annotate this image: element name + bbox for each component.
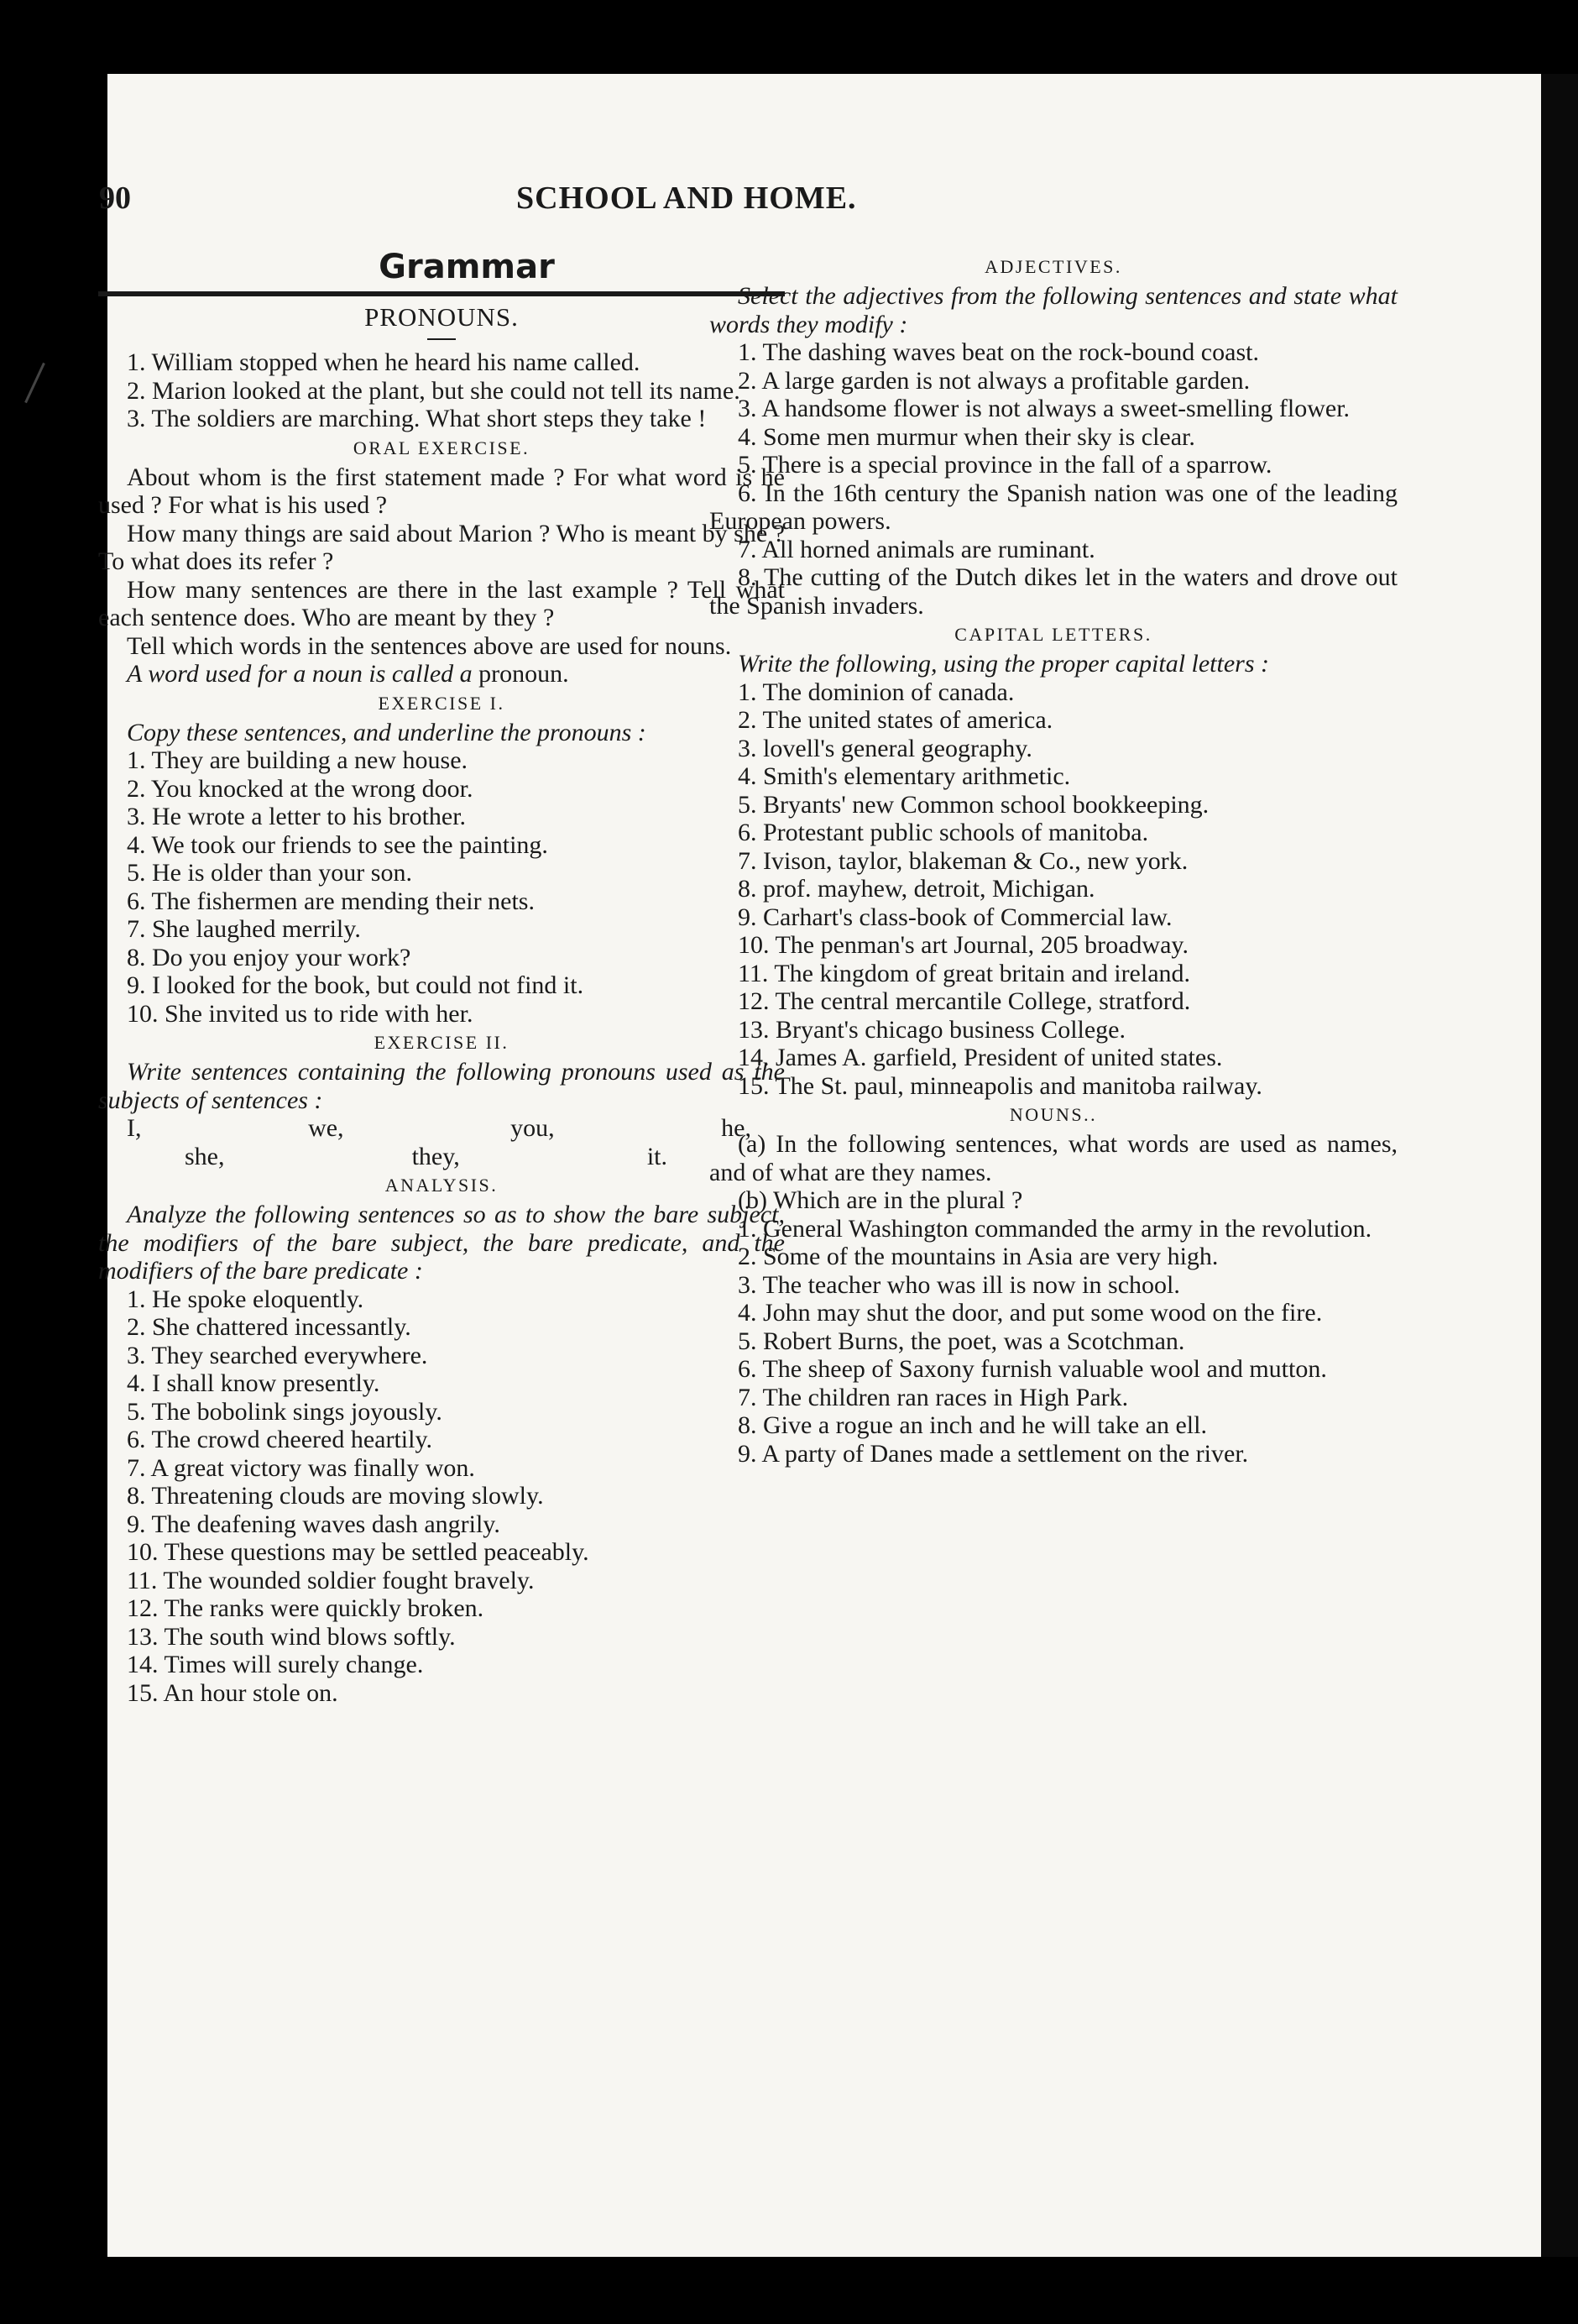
- noun-item: 5. Robert Burns, the poet, was a Scotchman.: [738, 1327, 1185, 1355]
- intro-3: 3. The soldiers are marching. What short steps they take !: [127, 405, 707, 432]
- ex1-item: 2. You knocked at the wrong door.: [127, 774, 473, 803]
- noun-item: 7. The children ran races in High Park.: [738, 1383, 1129, 1411]
- ex1-item: 9. I looked for the book, but could not find it.: [127, 971, 584, 999]
- analysis-instruction: Analyze the following sentences so as to show the bare subject, the modifiers of the bare subject, the bare predicate, and the modifiers of the bare predicate :: [98, 1201, 785, 1285]
- capital-item: 13. Bryant's chicago business College.: [738, 1015, 1126, 1044]
- capital-item: 7. Ivison, taylor, blakeman & Co., new york.: [738, 846, 1189, 875]
- analysis-item: 13. The south wind blows softly.: [127, 1622, 456, 1651]
- ex2-instruction: Write sentences containing the following pronouns used as the subjects of sentences :: [98, 1058, 785, 1114]
- analysis-item: 11. The wounded soldier fought bravely.: [127, 1566, 535, 1594]
- pronoun: it.: [646, 1142, 667, 1170]
- definition-term: pronoun.: [478, 660, 569, 688]
- page-header: [0, 180, 1578, 230]
- intro-1: 1. William stopped when he heard his name called.: [127, 348, 640, 376]
- adjective-item: 1. The dashing waves beat on the rock-bound coast.: [738, 338, 1259, 366]
- capital-item: 8. prof. mayhew, detroit, Michigan.: [738, 875, 1095, 903]
- analysis-item: 12. The ranks were quickly broken.: [127, 1594, 484, 1622]
- definition-text: A word used for a noun is called a: [127, 660, 473, 688]
- capital-item: 10. The penman's art Journal, 205 broadway.: [738, 931, 1189, 959]
- ex1-item: 10. She invited us to ride with her.: [127, 999, 473, 1028]
- analysis-item: 15. An hour stole on.: [127, 1678, 338, 1707]
- ex2-heading: EXERCISE II.: [374, 1032, 509, 1053]
- adjective-item: 5. There is a special province in the fall of a sparrow.: [738, 451, 1272, 479]
- adjective-item: 3. A handsome flower is not always a sweet-smelling flower.: [738, 395, 1351, 422]
- intro-2: 2. Marion looked at the plant, but she could not tell its name.: [127, 376, 740, 405]
- pronoun: you,: [510, 1114, 555, 1142]
- oral-3: How many sentences are there in the last example ? Tell what each sentence does. Who are meant by they ?: [98, 575, 785, 631]
- adjective-item: 8. The cutting of the Dutch dikes let in the waters and drove out the Spanish invaders.: [709, 563, 1398, 620]
- ex1-item: 8. Do you enjoy your work?: [127, 943, 411, 971]
- capital-item: 3. lovell's general geography.: [738, 734, 1032, 762]
- right-column: [709, 252, 1398, 1468]
- subtitle: PRONOUNS.: [364, 302, 519, 332]
- margin-mark: [24, 363, 45, 403]
- adjective-item: 2. A large garden is not always a profitable garden.: [738, 366, 1251, 395]
- analysis-item: 8. Threatening clouds are moving slowly.: [127, 1482, 544, 1510]
- ex1-item: 5. He is older than your son.: [127, 859, 412, 887]
- page-edge-shadow: [1541, 74, 1578, 2257]
- adjective-item: 6. In the 16th century the Spanish nation was one of the leading European powers.: [709, 479, 1398, 535]
- capital-item: 12. The central mercantile College, stratford.: [738, 987, 1191, 1015]
- capital-item: 9. Carhart's class-book of Commercial law.: [738, 903, 1173, 931]
- ex1-item: 3. He wrote a letter to his brother.: [127, 803, 467, 830]
- nouns-heading: NOUNS..: [1009, 1104, 1098, 1125]
- capital-item: 15. The St. paul, minneapolis and manitoba railway.: [738, 1071, 1262, 1100]
- definition: [98, 660, 785, 688]
- capital-item: 1. The dominion of canada.: [738, 678, 1015, 706]
- noun-item: 3. The teacher who was ill is now in school.: [738, 1270, 1180, 1299]
- capital-item: 2. The united states of america.: [738, 706, 1053, 734]
- page-number: 90: [99, 181, 131, 216]
- pronoun: she,: [185, 1142, 225, 1170]
- pronoun-row-2: [98, 1143, 785, 1171]
- analysis-heading: ANALYSIS.: [384, 1175, 499, 1196]
- capital-item: 14. James A. garfield, President of united states.: [738, 1044, 1223, 1071]
- analysis-item: 4. I shall know presently.: [127, 1369, 380, 1397]
- noun-item: 6. The sheep of Saxony furnish valuable wool and mutton.: [738, 1355, 1327, 1383]
- capital-item: 4. Smith's elementary arithmetic.: [738, 762, 1071, 790]
- noun-item: 4. John may shut the door, and put some wood on the fire.: [738, 1299, 1323, 1327]
- short-rule: [427, 338, 456, 340]
- pronoun-row-1: [98, 1114, 785, 1143]
- analysis-item: 9. The deafening waves dash angrily.: [127, 1510, 500, 1538]
- pronoun: he,: [721, 1114, 751, 1142]
- section-title: Grammar: [379, 248, 555, 286]
- adjectives-heading: ADJECTIVES.: [985, 256, 1122, 277]
- analysis-item: 1. He spoke eloquently.: [127, 1285, 364, 1313]
- analysis-item: 7. A great victory was finally won.: [127, 1453, 475, 1482]
- adjective-item: 4. Some men murmur when their sky is clear.: [738, 422, 1195, 451]
- adjectives-instruction: Select the adjectives from the following sentences and state what words they modify :: [709, 282, 1398, 338]
- analysis-item: 14. Times will surely change.: [127, 1651, 424, 1678]
- pronoun: we,: [308, 1114, 344, 1142]
- analysis-item: 2. She chattered incessantly.: [127, 1313, 411, 1341]
- oral-4: Tell which words in the sentences above are used for nouns.: [127, 631, 732, 660]
- capital-item: 5. Bryants' new Common school bookkeeping.: [738, 790, 1210, 819]
- ex1-item: 7. She laughed merrily.: [127, 915, 361, 943]
- running-head: SCHOOL AND HOME.: [516, 181, 857, 216]
- nouns-question-a: (a) In the following sentences, what words are used as names, and of what are they names.: [709, 1130, 1398, 1186]
- noun-item: 2. Some of the mountains in Asia are very high.: [738, 1243, 1219, 1270]
- left-column: [98, 248, 785, 1707]
- capital-item: 11. The kingdom of great britain and ireland.: [738, 959, 1191, 987]
- pronoun: they,: [411, 1142, 460, 1170]
- capital-instruction: Write the following, using the proper capital letters :: [738, 650, 1270, 678]
- analysis-item: 5. The bobolink sings joyously.: [127, 1397, 442, 1426]
- oral-heading: ORAL EXERCISE.: [353, 437, 530, 458]
- capital-heading: CAPITAL LETTERS.: [954, 624, 1152, 645]
- noun-item: 9. A party of Danes made a settlement on the river.: [738, 1439, 1249, 1468]
- noun-item: 8. Give a rogue an inch and he will take an ell.: [738, 1411, 1207, 1439]
- analysis-item: 10. These questions may be settled peaceably.: [127, 1538, 589, 1566]
- ex1-item: 4. We took our friends to see the painting.: [127, 830, 548, 859]
- oral-1: About whom is the first statement made ? For what word is he used ? For what is his used ?: [98, 463, 785, 519]
- ex1-heading: EXERCISE I.: [378, 692, 505, 714]
- ex1-instruction: Copy these sentences, and underline the pronouns :: [127, 718, 646, 746]
- analysis-item: 3. They searched everywhere.: [127, 1341, 428, 1369]
- oral-2: How many things are said about Marion ? Who is meant by she ? To what does its refer ?: [98, 519, 785, 575]
- capital-item: 6. Protestant public schools of manitoba.: [738, 819, 1149, 846]
- ex1-item: 6. The fishermen are mending their nets.: [127, 887, 535, 915]
- nouns-question-b: (b) Which are in the plural ?: [738, 1186, 1023, 1214]
- pronoun: I,: [127, 1114, 142, 1142]
- adjective-item: 7. All horned animals are ruminant.: [738, 535, 1095, 563]
- ex1-item: 1. They are building a new house.: [127, 746, 468, 774]
- noun-item: 1. General Washington commanded the army in the revolution.: [738, 1214, 1372, 1243]
- analysis-item: 6. The crowd cheered heartily.: [127, 1426, 432, 1453]
